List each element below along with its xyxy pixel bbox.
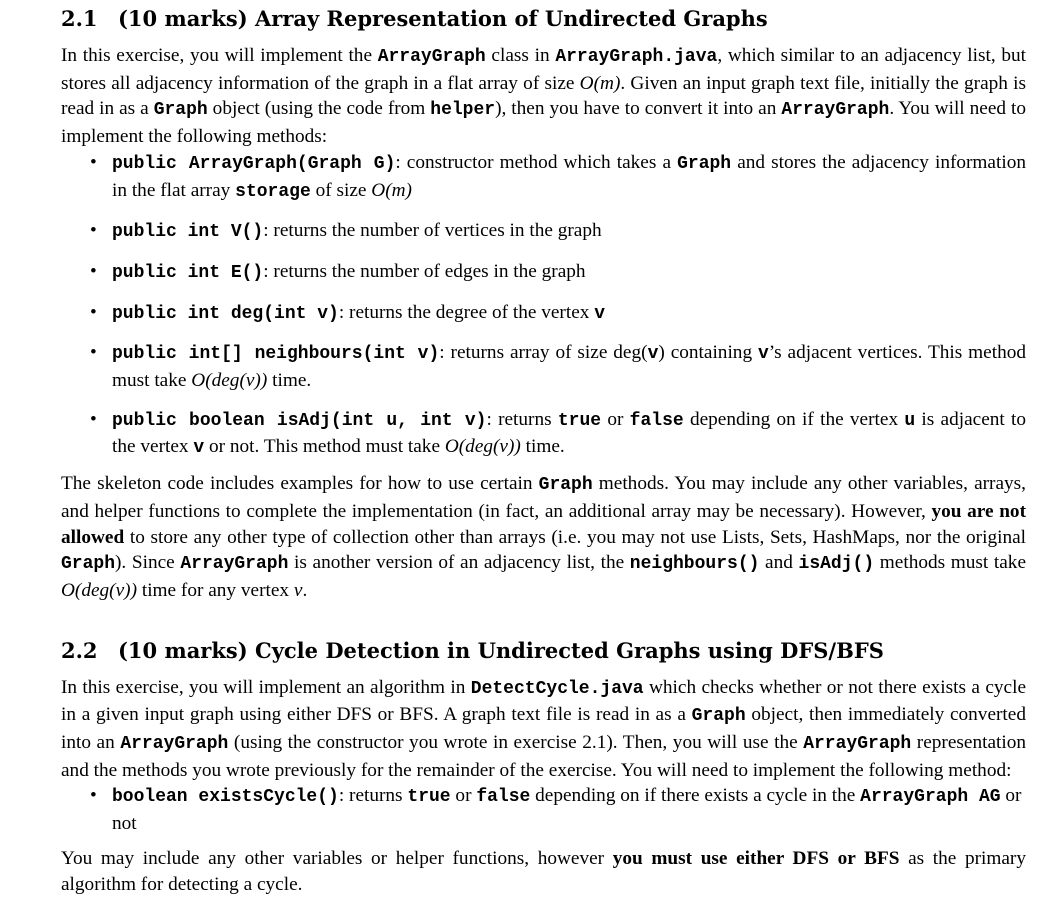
- section-2-1-outro: The skeleton code includes examples for how to use certain Graph methods. You may include any other variables, arrays, and helper functions to complete the implementation (in fact, an additional array may be necessary). However, you are not allowed to store any other type of collection other than arrays (i.e. you may not use Lists, Sets, HashMaps, nor the original Graph). Since ArrayGraph is another version of an adjacency list, the neighbours() and isAdj() methods must take O(deg(v)) time for any vertex v.: [61, 473, 1026, 601]
- section-2-2-intro: In this exercise, you will implement an algorithm in DetectCycle.java which checks whether or not there exists a cycle in a given input graph using either DFS or BFS. A graph text file is read in as a Graph object, then immediately converted into an ArrayGraph (using the constructor you wrote in exercise 2.1). Then, you will use the ArrayGraph representation and the methods you wrote previously for the remainder of the exercise. You will need to implement the following method:: [61, 676, 1027, 781]
- section-marks: (10 marks): [118, 6, 248, 31]
- bullet-icon: •: [90, 785, 97, 807]
- method-item-constructor: • public ArrayGraph(Graph G): constructor method which takes a Graph and stores the adjacency information in the flat array storage of size O(m): [90, 151, 1026, 202]
- bullet-icon: •: [90, 260, 97, 282]
- section-heading-2-2: [61, 638, 1026, 666]
- section-number: 2.1: [61, 6, 98, 31]
- section-number: 2.2: [61, 637, 98, 663]
- bullet-icon: •: [90, 408, 97, 430]
- method-item-deg: • public int deg(int v): returns the degree of the vertex v: [90, 301, 606, 324]
- section-title: Cycle Detection in Undirected Graphs using DFS/BFS: [254, 637, 884, 663]
- method-item-existscycle: • boolean existsCycle(): returns true or false depending on if there exists a cycle in the ArrayGraph AG or not: [90, 785, 1022, 835]
- section-heading-2-1: [61, 6, 1026, 34]
- section-2-2-outro: You may include any other variables or helper functions, however you must use either DFS or BFS as the primary algorithm for detecting a cycle.: [61, 847, 1026, 895]
- method-list-2-1: [61, 150, 1026, 462]
- bullet-icon: •: [90, 220, 97, 242]
- bullet-icon: •: [90, 342, 97, 364]
- method-item-neighbours: • public int[] neighbours(int v): returns array of size deg(v) containing v’s adjacent vertices. This method must take O(deg(v)) time.: [90, 342, 1027, 392]
- section-2-1-intro: In this exercise, you will implement the ArrayGraph class in ArrayGraph.java, which similar to an adjacency list, but stores all adjacency information of the graph in a flat array of size O(m). Given an input graph text file, initially the graph is read in as a Graph object (using the code from helper), then you have to convert it into an ArrayGraph. You will need to implement the following methods:: [61, 45, 1027, 148]
- document-page: [61, 0, 1026, 897]
- method-item-isadj: • public boolean isAdj(int u, int v): returns true or false depending on if the vertex u is adjacent to the vertex v or not. This method must take O(deg(v)) time.: [90, 408, 1027, 459]
- method-list-2-2: [61, 783, 1026, 836]
- bullet-icon: •: [90, 151, 97, 173]
- method-item-e: • public int E(): returns the number of edges in the graph: [90, 260, 586, 283]
- section-marks: (10 marks): [118, 637, 248, 663]
- method-item-v: • public int V(): returns the number of vertices in the graph: [90, 220, 602, 243]
- bullet-icon: •: [90, 301, 97, 323]
- section-title: Array Representation of Undirected Graphs: [254, 6, 768, 31]
